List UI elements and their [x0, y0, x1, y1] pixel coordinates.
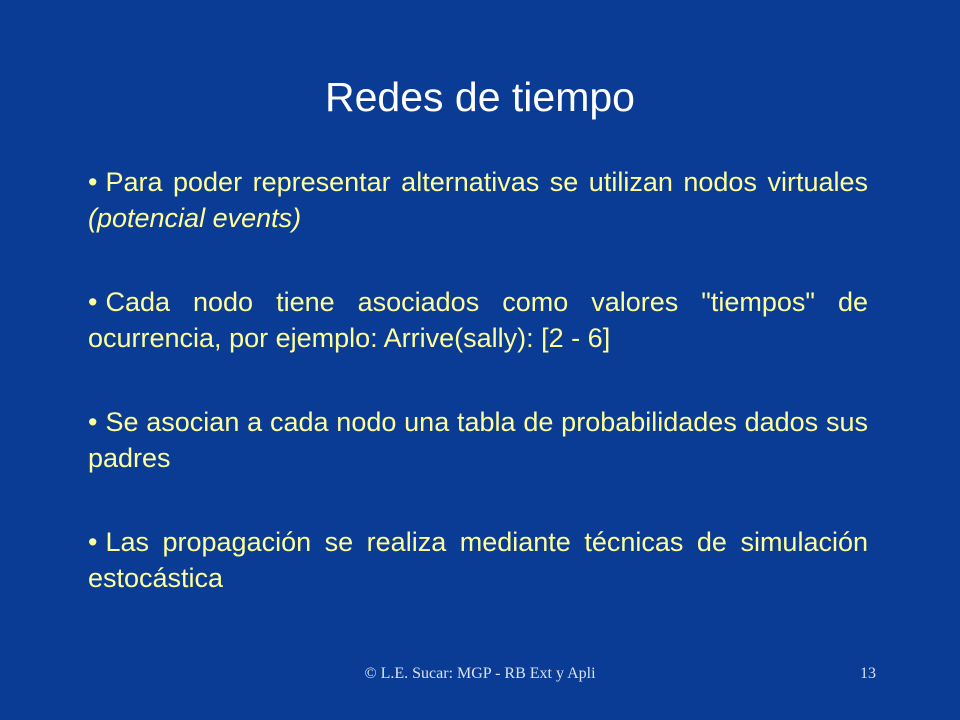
bullet-item [88, 524, 868, 596]
page-number: 13 [860, 665, 876, 682]
bullet-marker: • [88, 167, 98, 197]
bullet-text: Cada nodo tiene asociados como valores "tiempos" de ocurrencia, por ejemplo: Arrive(sally): [2 - 6] [88, 287, 868, 353]
bullet-marker: • [88, 527, 98, 557]
footer-credit: © L.E. Sucar: MGP - RB Ext y Apli [364, 665, 596, 682]
bullet-item [88, 404, 868, 476]
bullet-list [88, 164, 868, 644]
bullet-text: Para poder representar alternativas se utilizan nodos virtuales [105, 167, 868, 197]
bullet-item [88, 284, 868, 356]
bullet-marker: • [88, 287, 98, 317]
bullet-marker: • [88, 407, 98, 437]
bullet-text: Las propagación se realiza mediante técnicas de simulación estocástica [88, 527, 868, 593]
slide-title: Redes de tiempo [325, 74, 635, 120]
bullet-italic-text: (potencial events) [88, 203, 302, 233]
bullet-item [88, 164, 868, 236]
bullet-text: Se asocian a cada nodo una tabla de probabilidades dados sus padres [88, 407, 868, 473]
